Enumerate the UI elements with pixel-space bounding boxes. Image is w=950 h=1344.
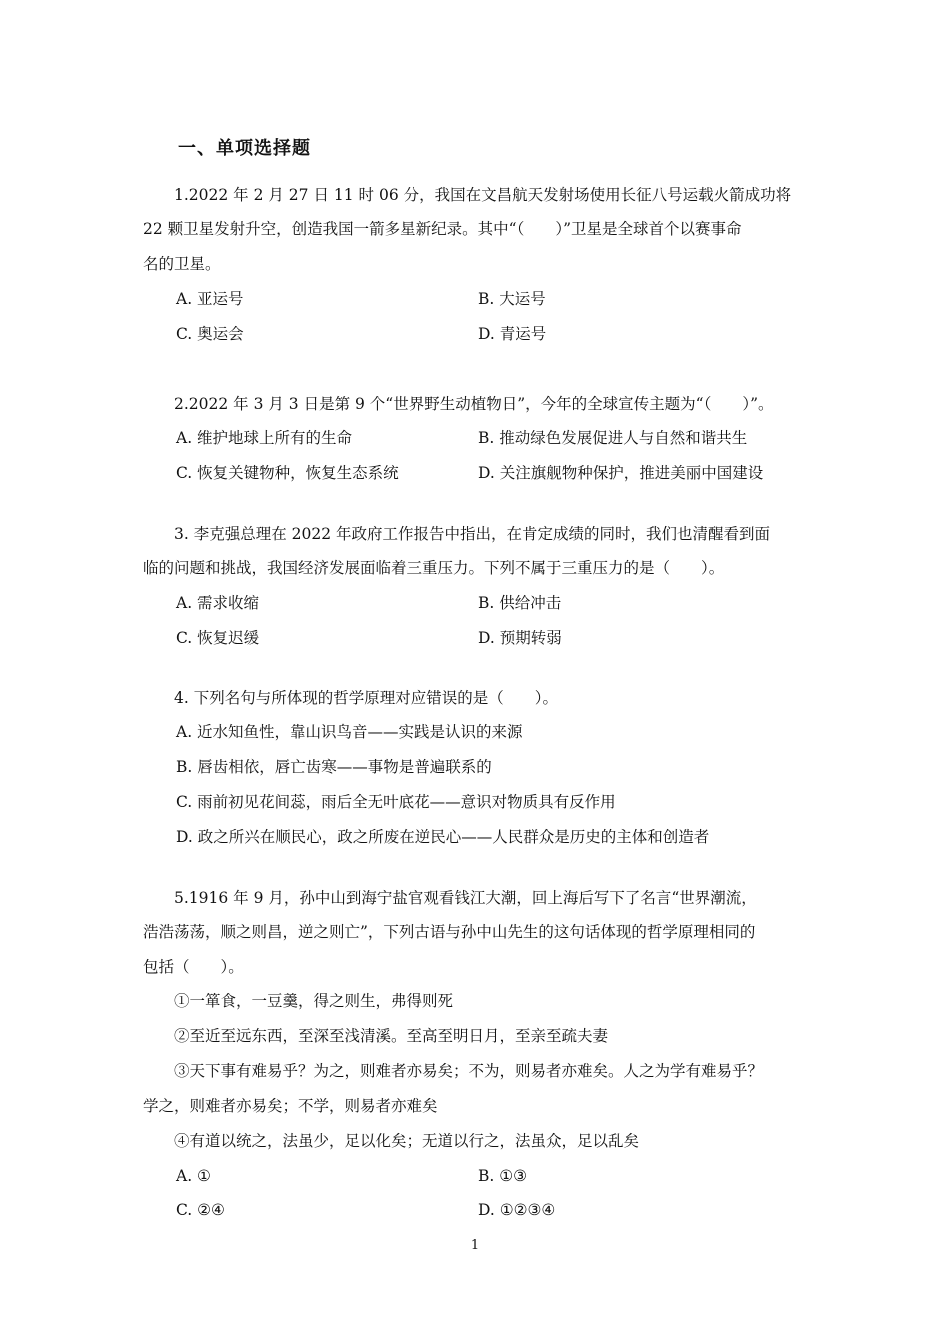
q2-option-d: D. 关注旗舰物种保护，推进美丽中国建设 xyxy=(478,464,764,482)
q4-option-a: A. 近水知鱼性，靠山识鸟音——实践是认识的来源 xyxy=(176,723,523,741)
q3-line1: 3. 李克强总理在 2022 年政府工作报告中指出，在肯定成绩的同时，我们也清醒看到面 xyxy=(174,525,771,543)
q3-option-d: D. 预期转弱 xyxy=(478,629,562,647)
q5-option-a: A. ① xyxy=(176,1167,211,1185)
q3-line2: 临的问题和挑战，我国经济发展面临着三重压力。下列不属于三重压力的是（ ）。 xyxy=(143,559,725,577)
q5-option-d: D. ①②③④ xyxy=(478,1201,556,1219)
q3-option-c: C. 恢复迟缓 xyxy=(176,629,260,647)
q4-line1: 4. 下列名句与所体现的哲学原理对应错误的是（ ）。 xyxy=(174,689,558,707)
q1-line2: 22 颗卫星发射升空，创造我国一箭多星新纪录。其中“（ ）”卫星是全球首个以赛事命 xyxy=(143,220,742,238)
q5-option-b: B. ①③ xyxy=(478,1167,528,1185)
q5-statement-2: ②至近至远东西，至深至浅清溪。至高至明日月，至亲至疏夫妻 xyxy=(174,1027,609,1045)
q5-statement-3b: 学之，则难者亦易矣；不学，则易者亦难矣 xyxy=(143,1097,438,1115)
section-title: 一、单项选择题 xyxy=(178,138,311,159)
q5-line3: 包括（ ）。 xyxy=(143,958,244,976)
q1-option-a: A. 亚运号 xyxy=(176,290,244,308)
q5-statement-3a: ③天下事有难易乎？为之，则难者亦易矣；不为，则易者亦难矣。人之为学有难易乎？ xyxy=(174,1062,764,1080)
q5-line1: 5.1916 年 9 月，孙中山到海宁盐官观看钱江大潮，回上海后写下了名言“世界潮流， xyxy=(174,889,757,907)
q1-option-c: C. 奥运会 xyxy=(176,325,244,343)
q4-option-b: B. 唇齿相依，唇亡齿寒——事物是普遍联系的 xyxy=(176,758,492,776)
q2-option-c: C. 恢复关键物种，恢复生态系统 xyxy=(176,464,399,482)
q1-option-b: B. 大运号 xyxy=(478,290,546,308)
q5-line2: 浩浩荡荡，顺之则昌，逆之则亡”，下列古语与孙中山先生的这句话体现的哲学原理相同的 xyxy=(143,923,756,941)
q5-statement-1: ①一箪食，一豆羹，得之则生，弗得则死 xyxy=(174,992,454,1010)
q3-option-b: B. 供给冲击 xyxy=(478,594,562,612)
q1-line1: 1.2022 年 2 月 27 日 11 时 06 分，我国在文昌航天发射场使用长征八号运载火箭成功将 xyxy=(174,186,792,204)
q1-option-d: D. 青运号 xyxy=(478,325,547,343)
q5-statement-4: ④有道以统之，法虽少，足以化矣；无道以行之，法虽众，足以乱矣 xyxy=(174,1132,640,1150)
q2-option-a: A. 维护地球上所有的生命 xyxy=(176,429,353,447)
q4-option-d: D. 政之所兴在顺民心，政之所废在逆民心——人民群众是历史的主体和创造者 xyxy=(176,828,710,846)
q1-line3: 名的卫星。 xyxy=(143,255,221,273)
q4-option-c: C. 雨前初见花间蕊，雨后全无叶底花——意识对物质具有反作用 xyxy=(176,793,616,811)
q2-line1: 2.2022 年 3 月 3 日是第 9 个“世界野生动植物日”，今年的全球宣传主题为“（ ）”。 xyxy=(174,395,774,413)
page-number: 1 xyxy=(470,1238,480,1253)
q3-option-a: A. 需求收缩 xyxy=(176,594,260,612)
q5-option-c: C. ②④ xyxy=(176,1201,225,1219)
q2-option-b: B. 推动绿色发展促进人与自然和谐共生 xyxy=(478,429,748,447)
